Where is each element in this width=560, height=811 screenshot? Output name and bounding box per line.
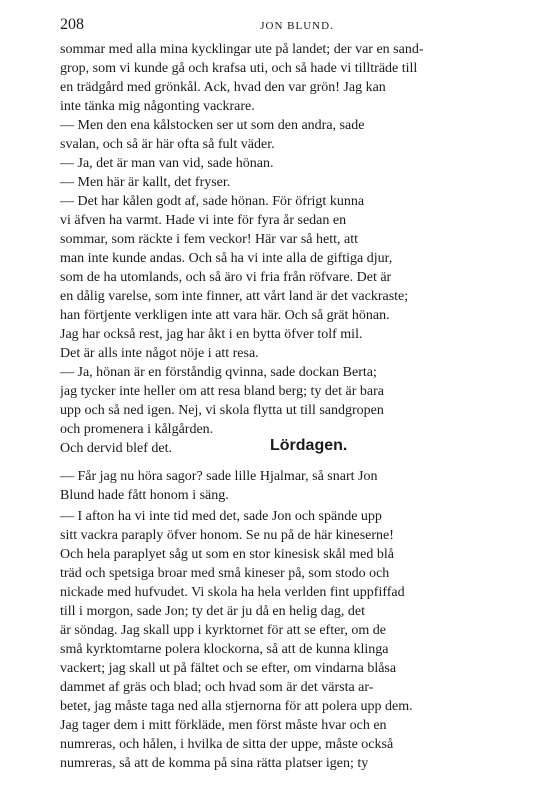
text-line: vi äfven ha varmt. Hade vi inte för fyra år sedan en: [60, 213, 347, 228]
running-head: JON BLUND.: [260, 20, 334, 32]
text-line: han förtjente verkligen inte att vara här. Och så grät hönan.: [60, 308, 390, 323]
text-line: numreras, så att de komma på sina rätta platser igen; ty: [60, 756, 369, 771]
text-line: — Ja, det är man van vid, sade hönan.: [60, 156, 274, 171]
text-line: Det är alls inte något nöje i att resa.: [60, 346, 259, 361]
text-line: jag tycker inte heller om att resa bland berg; ty det är bara: [60, 384, 384, 399]
text-line: svalan, och så är här ofta så fult väder.: [60, 137, 275, 152]
text-line: Jag har också rest, jag har åkt i en bytta öfver tolf mil.: [60, 327, 363, 342]
text-line: betet, jag måste taga ned alla stjernorna för att polera upp dem.: [60, 699, 413, 714]
text-line: till i morgon, sade Jon; ty det är ju då en helig dag, det: [60, 604, 365, 619]
text-line: som de ha utomlands, och så äro vi fria från röfvare. Det är: [60, 270, 392, 285]
text-line: Jag tager dem i mitt förkläde, men först måste hvar och en: [60, 718, 387, 733]
section-heading: Lördagen.: [270, 437, 348, 454]
text-line: dammet af gräs och blad; och hvad som är det värsta ar-: [60, 680, 374, 695]
text-line: vackert; jag skall ut på fältet och se efter, om vindarna blåsa: [60, 661, 397, 676]
text-line: grop, som vi kunde gå och krafsa uti, och så hade vi tillträde till: [60, 61, 418, 76]
text-line: sommar med alla mina kycklingar ute på landet; der var en sand-: [60, 42, 424, 57]
text-line: Och hela paraplyet såg ut som en stor kinesisk skål med blå: [60, 547, 394, 562]
text-line: Och dervid blef det.: [60, 441, 172, 456]
text-line: — Ja, hönan är en förståndig qvinna, sade dockan Berta;: [60, 365, 377, 380]
text-line: — Men den ena kålstocken ser ut som den andra, sade: [60, 118, 365, 133]
page-header: [60, 16, 534, 36]
text-line: numreras, och hålen, i hvilka de sitta der uppe, måste också: [60, 737, 394, 752]
text-line: nickade med hufvudet. Vi skola ha hela verlden fint uppfiffad: [60, 585, 405, 600]
text-line: träd och spetsiga broar med små kineser på, som stodo och: [60, 566, 390, 581]
text-line: är söndag. Jag skall upp i kyrktornet för att se efter, om de: [60, 623, 387, 638]
text-line: upp och så ned igen. Nej, vi skola flytta ut till sandgropen: [60, 403, 384, 418]
text-line: sitt vackra paraply öfver honom. Se nu på de här kineserne!: [60, 528, 394, 543]
text-line: små kyrktomtarne polera klockorna, så att de kunna klinga: [60, 642, 389, 657]
text-line: en dålig varelse, som inte finner, att vårt land är det vackraste;: [60, 289, 409, 304]
text-line: sommar, som räckte i fem veckor! Här var så hett, att: [60, 232, 358, 247]
text-line: Blund hade fått honom i säng.: [60, 488, 229, 503]
text-line: inte tänka mig någonting vackrare.: [60, 99, 255, 114]
text-line: — Får jag nu höra sagor? sade lille Hjalmar, så snart Jon: [60, 469, 378, 484]
text-line: — I afton ha vi inte tid med det, sade Jon och spände upp: [60, 509, 382, 524]
text-line: — Det har kålen godt af, sade hönan. För öfrigt kunna: [60, 194, 365, 209]
text-line: och promenera i kålgården.: [60, 422, 214, 437]
page-number: 208: [60, 16, 84, 33]
text-line: man inte kunde andas. Och så ha vi inte alla de giftiga djur,: [60, 251, 393, 266]
text-line: — Men här är kallt, det fryser.: [60, 175, 231, 190]
text-line: en trädgård med grönkål. Ack, hvad den var grön! Jag kan: [60, 80, 386, 95]
